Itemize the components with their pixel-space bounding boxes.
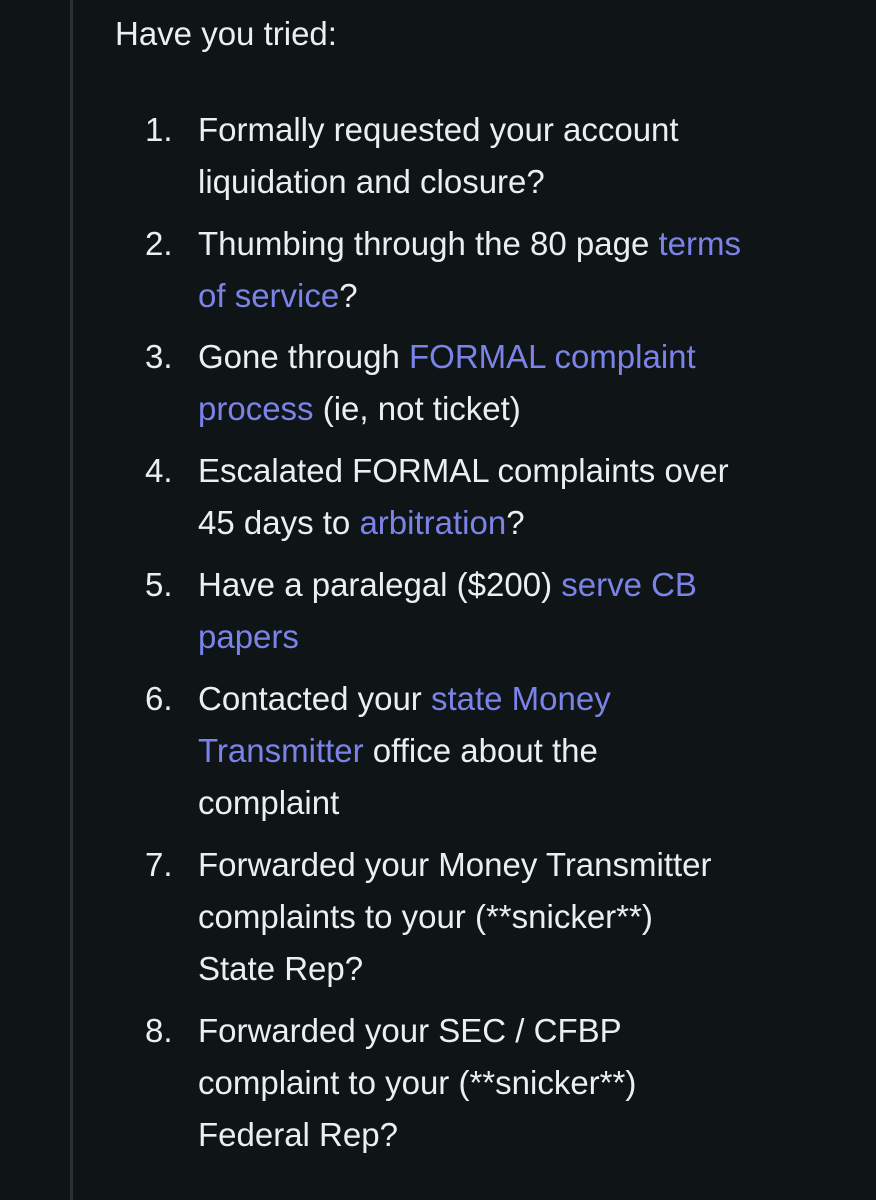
text-line bbox=[198, 559, 838, 611]
list-item-text bbox=[198, 559, 838, 663]
text-segment: Thumbing through the 80 page bbox=[198, 225, 659, 262]
text-segment: Forwarded your Money Transmitter bbox=[198, 846, 712, 883]
list-item-number: 5. bbox=[145, 566, 173, 603]
list-item-text bbox=[198, 673, 838, 829]
text-segment: Forwarded your SEC / CFBP bbox=[198, 1012, 622, 1049]
text-line bbox=[198, 943, 838, 995]
text-segment: complaint to your (**snicker**) bbox=[198, 1064, 637, 1101]
text-line bbox=[198, 383, 838, 435]
inline-link[interactable]: arbitration bbox=[359, 504, 507, 541]
thread-line bbox=[70, 0, 73, 1200]
text-line bbox=[198, 445, 838, 497]
list-item-text bbox=[198, 839, 838, 995]
text-segment: State Rep? bbox=[198, 950, 364, 987]
text-segment: Gone through bbox=[198, 338, 409, 375]
list-item-text bbox=[198, 218, 838, 322]
text-segment: liquidation and closure? bbox=[198, 163, 545, 200]
list-item-text bbox=[198, 331, 838, 435]
text-line bbox=[198, 1057, 838, 1109]
text-line bbox=[198, 839, 838, 891]
list-item-number: 8. bbox=[145, 1012, 173, 1049]
list-item-number: 7. bbox=[145, 846, 173, 883]
inline-link[interactable]: process bbox=[198, 390, 314, 427]
text-line bbox=[198, 1109, 838, 1161]
text-segment: complaint bbox=[198, 784, 340, 821]
list-item-number: 1. bbox=[145, 111, 173, 148]
text-line bbox=[198, 104, 838, 156]
list-item-text bbox=[198, 104, 838, 208]
text-line bbox=[198, 156, 838, 208]
text-segment: (ie, not ticket) bbox=[313, 390, 521, 427]
text-line bbox=[198, 891, 838, 943]
text-segment: Formally requested your account bbox=[198, 111, 679, 148]
inline-link[interactable]: state Money bbox=[430, 680, 611, 717]
text-segment: Escalated FORMAL complaints over bbox=[198, 452, 729, 489]
text-segment: ? bbox=[339, 277, 358, 314]
text-segment: Federal Rep? bbox=[198, 1116, 398, 1153]
comment-intro: Have you tried: bbox=[115, 15, 337, 52]
text-segment: office about the bbox=[363, 732, 598, 769]
list-item-text bbox=[198, 445, 838, 549]
inline-link[interactable]: serve CB bbox=[561, 566, 697, 603]
text-segment: 45 days to bbox=[198, 504, 360, 541]
text-line bbox=[198, 725, 838, 777]
text-line bbox=[198, 1005, 838, 1057]
list-item-text bbox=[198, 1005, 838, 1161]
text-line bbox=[198, 611, 838, 663]
list-item-number: 6. bbox=[145, 680, 173, 717]
text-line bbox=[198, 777, 838, 829]
list-item-number: 2. bbox=[145, 225, 173, 262]
text-segment: Contacted your bbox=[198, 680, 431, 717]
text-line bbox=[198, 497, 838, 549]
list-item-number: 4. bbox=[145, 452, 173, 489]
inline-link[interactable]: papers bbox=[198, 618, 299, 655]
inline-link[interactable]: FORMAL complaint bbox=[409, 338, 696, 375]
list-item-number: 3. bbox=[145, 338, 173, 375]
comment-body bbox=[115, 8, 855, 1153]
inline-link[interactable]: terms bbox=[658, 225, 742, 262]
text-line bbox=[198, 331, 838, 383]
text-segment: Have a paralegal ($200) bbox=[198, 566, 562, 603]
text-line bbox=[198, 673, 838, 725]
text-segment: ? bbox=[506, 504, 525, 541]
inline-link[interactable]: of service bbox=[198, 277, 340, 314]
text-segment: complaints to your (**snicker**) bbox=[198, 898, 653, 935]
text-line bbox=[198, 270, 838, 322]
inline-link[interactable]: Transmitter bbox=[198, 732, 364, 769]
text-line bbox=[198, 218, 838, 270]
